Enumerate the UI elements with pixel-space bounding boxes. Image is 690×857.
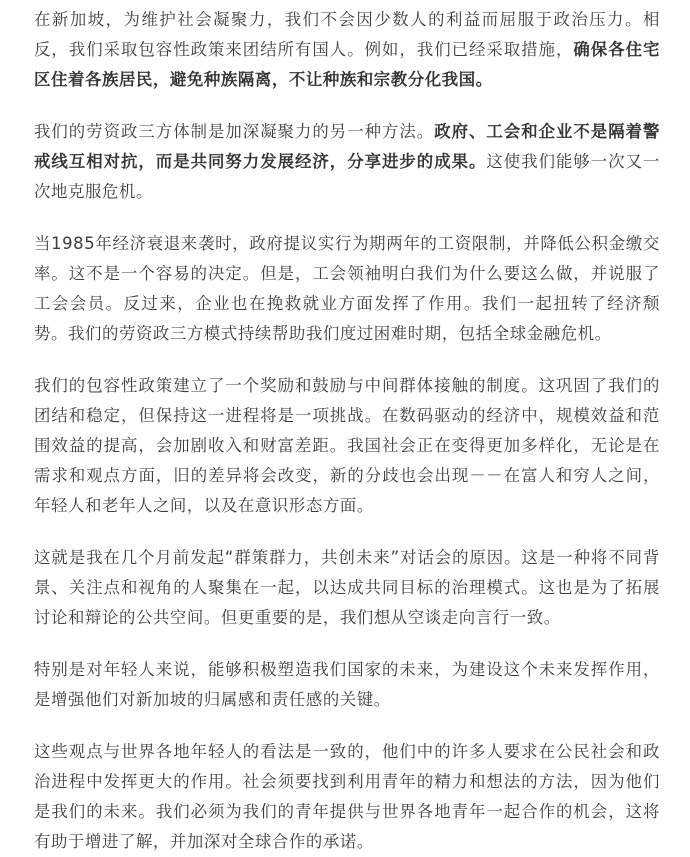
paragraph-5-text: 这就是我在几个月前发起“群策群力，共创未来”对话会的原因。这是一种将不同背景、关注点和视角的人聚集在一起，以达成共同目标的治理模式。这也是为了拓展讨论和辩论的公共空间。但更重要的是，我们想从空谈走向言行一致。 — [34, 548, 660, 627]
paragraph-2-text-tail: 这使我们能够一次又一次地克服危机。 — [34, 152, 660, 201]
paragraph-6 — [34, 655, 660, 715]
paragraph-3 — [34, 229, 660, 349]
paragraph-2-emphasis: 政府、工会和企业不是隔着警戒线互相对抗，而是共同努力发展经济，分享进步的成果。 — [34, 122, 660, 171]
paragraph-4-text: 我们的包容性政策建立了一个奖励和鼓励与中间群体接触的制度。这巩固了我们的团结和稳定，但保持这一进程将是一项挑战。在数码驱动的经济中，规模效益和范围效益的提高，会加剧收入和财富差距。我国社会正在变得更加多样化，无论是在需求和观点方面，旧的差异将会改变，新的分歧也会出现－－在富人和穷人之间，年轻人和老年人之间，以及在意识形态方面。 — [34, 376, 660, 515]
article-body — [34, 5, 660, 857]
paragraph-2-text-lead: 我们的劳资政三方体制是加深凝聚力的另一种方法。 — [34, 122, 435, 141]
paragraph-7 — [34, 737, 660, 857]
paragraph-1-emphasis: 确保各住宅区住着各族居民，避免种族隔离，不让种族和宗教分化我国。 — [34, 40, 660, 89]
paragraph-1 — [34, 5, 660, 95]
paragraph-3-text: 当1985年经济衰退来袭时，政府提议实行为期两年的工资限制，并降低公积金缴交率。这不是一个容易的决定。但是，工会领袖明白我们为什么要这么做，并说服了工会会员。反过来，企业也在挽救就业方面发挥了作用。我们一起扭转了经济颓势。我们的劳资政三方模式持续帮助我们度过困难时期，包括全球金融危机。 — [34, 234, 660, 343]
paragraph-5 — [34, 543, 660, 633]
paragraph-1-text: 在新加坡，为维护社会凝聚力，我们不会因少数人的利益而屈服于政治压力。相反，我们采取包容性政策来团结所有国人。例如，我们已经采取措施， — [34, 10, 660, 59]
paragraph-6-text: 特别是对年轻人来说，能够积极塑造我们国家的未来，为建设这个未来发挥作用，是增强他们对新加坡的归属感和责任感的关键。 — [34, 660, 660, 709]
paragraph-4 — [34, 371, 660, 521]
paragraph-2 — [34, 117, 660, 207]
paragraph-7-text: 这些观点与世界各地年轻人的看法是一致的，他们中的许多人要求在公民社会和政治进程中发挥更大的作用。社会须要找到利用青年的精力和想法的方法，因为他们是我们的未来。我们必须为我们的青年提供与世界各地青年一起合作的机会，这将有助于增进了解，并加深对全球合作的承诺。 — [34, 742, 660, 851]
